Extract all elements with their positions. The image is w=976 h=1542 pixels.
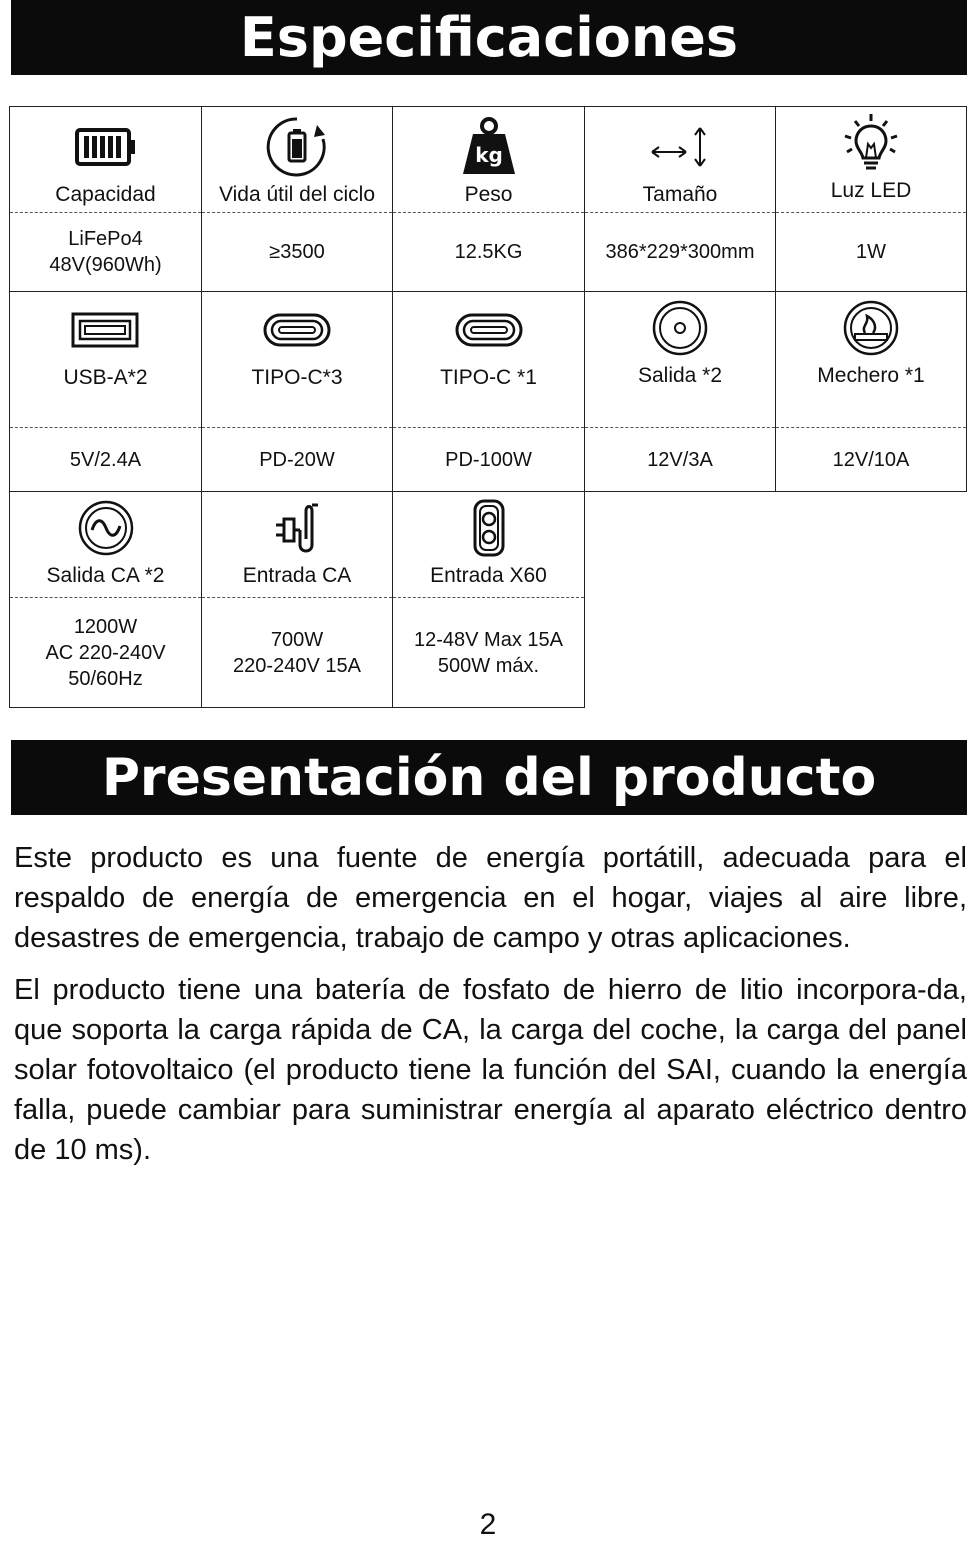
- ac-plug-icon: [272, 496, 322, 560]
- dc-outlet-icon: [650, 296, 710, 360]
- product-presentation-title: Presentación del producto: [11, 740, 967, 815]
- spec-label: Entrada CA: [242, 564, 352, 587]
- spec-cell-dc-output: [584, 291, 776, 492]
- usb-c-port-icon: [454, 298, 524, 362]
- spec-cell-capacity: [9, 106, 202, 292]
- spec-label: Mechero *1: [817, 364, 925, 387]
- spec-cell-car-lighter: [775, 291, 967, 492]
- spec-cell-ac-input: [201, 491, 393, 708]
- spec-value-line: PD-20W: [259, 448, 335, 471]
- spec-value: [10, 428, 201, 491]
- spec-label: USB-A*2: [63, 366, 148, 389]
- spec-value: [585, 213, 775, 291]
- specifications-title: Especificaciones: [11, 0, 967, 75]
- xt60-connector-icon: [469, 496, 509, 560]
- spec-value-line: 1200W: [73, 615, 138, 638]
- spec-value: [202, 428, 392, 491]
- usb-c-port-icon: [262, 298, 332, 362]
- ac-sine-icon: [76, 496, 136, 560]
- spec-value: [10, 598, 201, 707]
- spec-label: Luz LED: [830, 179, 912, 202]
- spec-value: [393, 428, 584, 491]
- spec-cell-usb-a: [9, 291, 202, 492]
- spec-value-line: AC 220-240V: [45, 641, 166, 664]
- battery-cycle-icon: [265, 115, 329, 179]
- spec-cell-cycle-life: [201, 106, 393, 292]
- spec-label: Capacidad: [55, 183, 156, 206]
- battery-icon: [75, 115, 137, 179]
- body-paragraph: El producto tiene una batería de fosfato de hierro de litio incorpora-da, que soporta la carga rápida de CA, la carga del coche, la carga del panel solar fotovoltaico (el producto tiene la función del SAI, cuando la energía falla, puede cambiar para suministrar energía al aparato eléctrico dentro de 10 ms).: [14, 974, 967, 1166]
- spec-value-line: 500W máx.: [437, 654, 540, 677]
- spec-value: [776, 428, 966, 491]
- spec-value-line: 1W: [856, 241, 886, 263]
- spec-value-line: PD-100W: [445, 448, 532, 471]
- spec-value: [10, 213, 201, 291]
- spec-label: Entrada X60: [430, 564, 547, 587]
- spec-value: [585, 428, 775, 491]
- spec-value-line: 700W: [270, 628, 324, 651]
- spec-value-line: 12-48V Max 15A: [414, 628, 563, 651]
- spec-value-line: 48V(960Wh): [49, 254, 162, 276]
- spec-label: Salida CA *2: [46, 564, 165, 587]
- spec-value-line: 386*229*300mm: [605, 241, 755, 263]
- spec-label: Tamaño: [642, 183, 718, 206]
- spec-label: TIPO-C *1: [440, 366, 537, 389]
- spec-cell-usb-c-3: [201, 291, 393, 492]
- usb-a-port-icon: [71, 298, 141, 362]
- spec-value: [202, 213, 392, 291]
- spec-cell-weight: [392, 106, 585, 292]
- spec-cell-size: [584, 106, 776, 292]
- page-number: 2: [479, 1508, 497, 1541]
- spec-value-line: 12V/3A: [647, 448, 713, 471]
- spec-value-line: 12.5KG: [454, 241, 523, 263]
- led-bulb-icon: [841, 111, 901, 175]
- spec-cell-usb-c-1: [392, 291, 585, 492]
- spec-value-line: ≥3500: [269, 241, 325, 263]
- spec-value-line: LiFePo4: [68, 228, 143, 250]
- spec-cell-ac-output: [9, 491, 202, 708]
- spec-value: [202, 598, 392, 707]
- spec-value-line: 5V/2.4A: [69, 448, 142, 471]
- spec-value: [393, 598, 584, 707]
- spec-value-line: 220-240V 15A: [233, 654, 361, 677]
- spec-cell-led: [775, 106, 967, 292]
- spec-label: Vida útil del ciclo: [218, 183, 376, 206]
- kg-label: kg: [474, 143, 503, 167]
- dimensions-arrows-icon: [648, 115, 712, 179]
- spec-label: Peso: [464, 183, 513, 206]
- spec-value: [776, 213, 966, 291]
- car-lighter-icon: [841, 296, 901, 360]
- spec-label: Salida *2: [637, 364, 723, 387]
- spec-value-line: 12V/10A: [832, 448, 910, 471]
- body-paragraph: Este producto es una fuente de energía portátill, adecuada para el respaldo de energía de emergencia en el hogar, viajes al aire libre, desastres de emergencia, trabajo de campo y otras aplicaciones.: [14, 842, 967, 954]
- spec-label: TIPO-C*3: [251, 366, 343, 389]
- spec-value: [393, 213, 584, 291]
- weight-kg-icon: [459, 115, 519, 179]
- spec-cell-xt60-input: [392, 491, 585, 708]
- spec-value-line: 50/60Hz: [68, 667, 143, 690]
